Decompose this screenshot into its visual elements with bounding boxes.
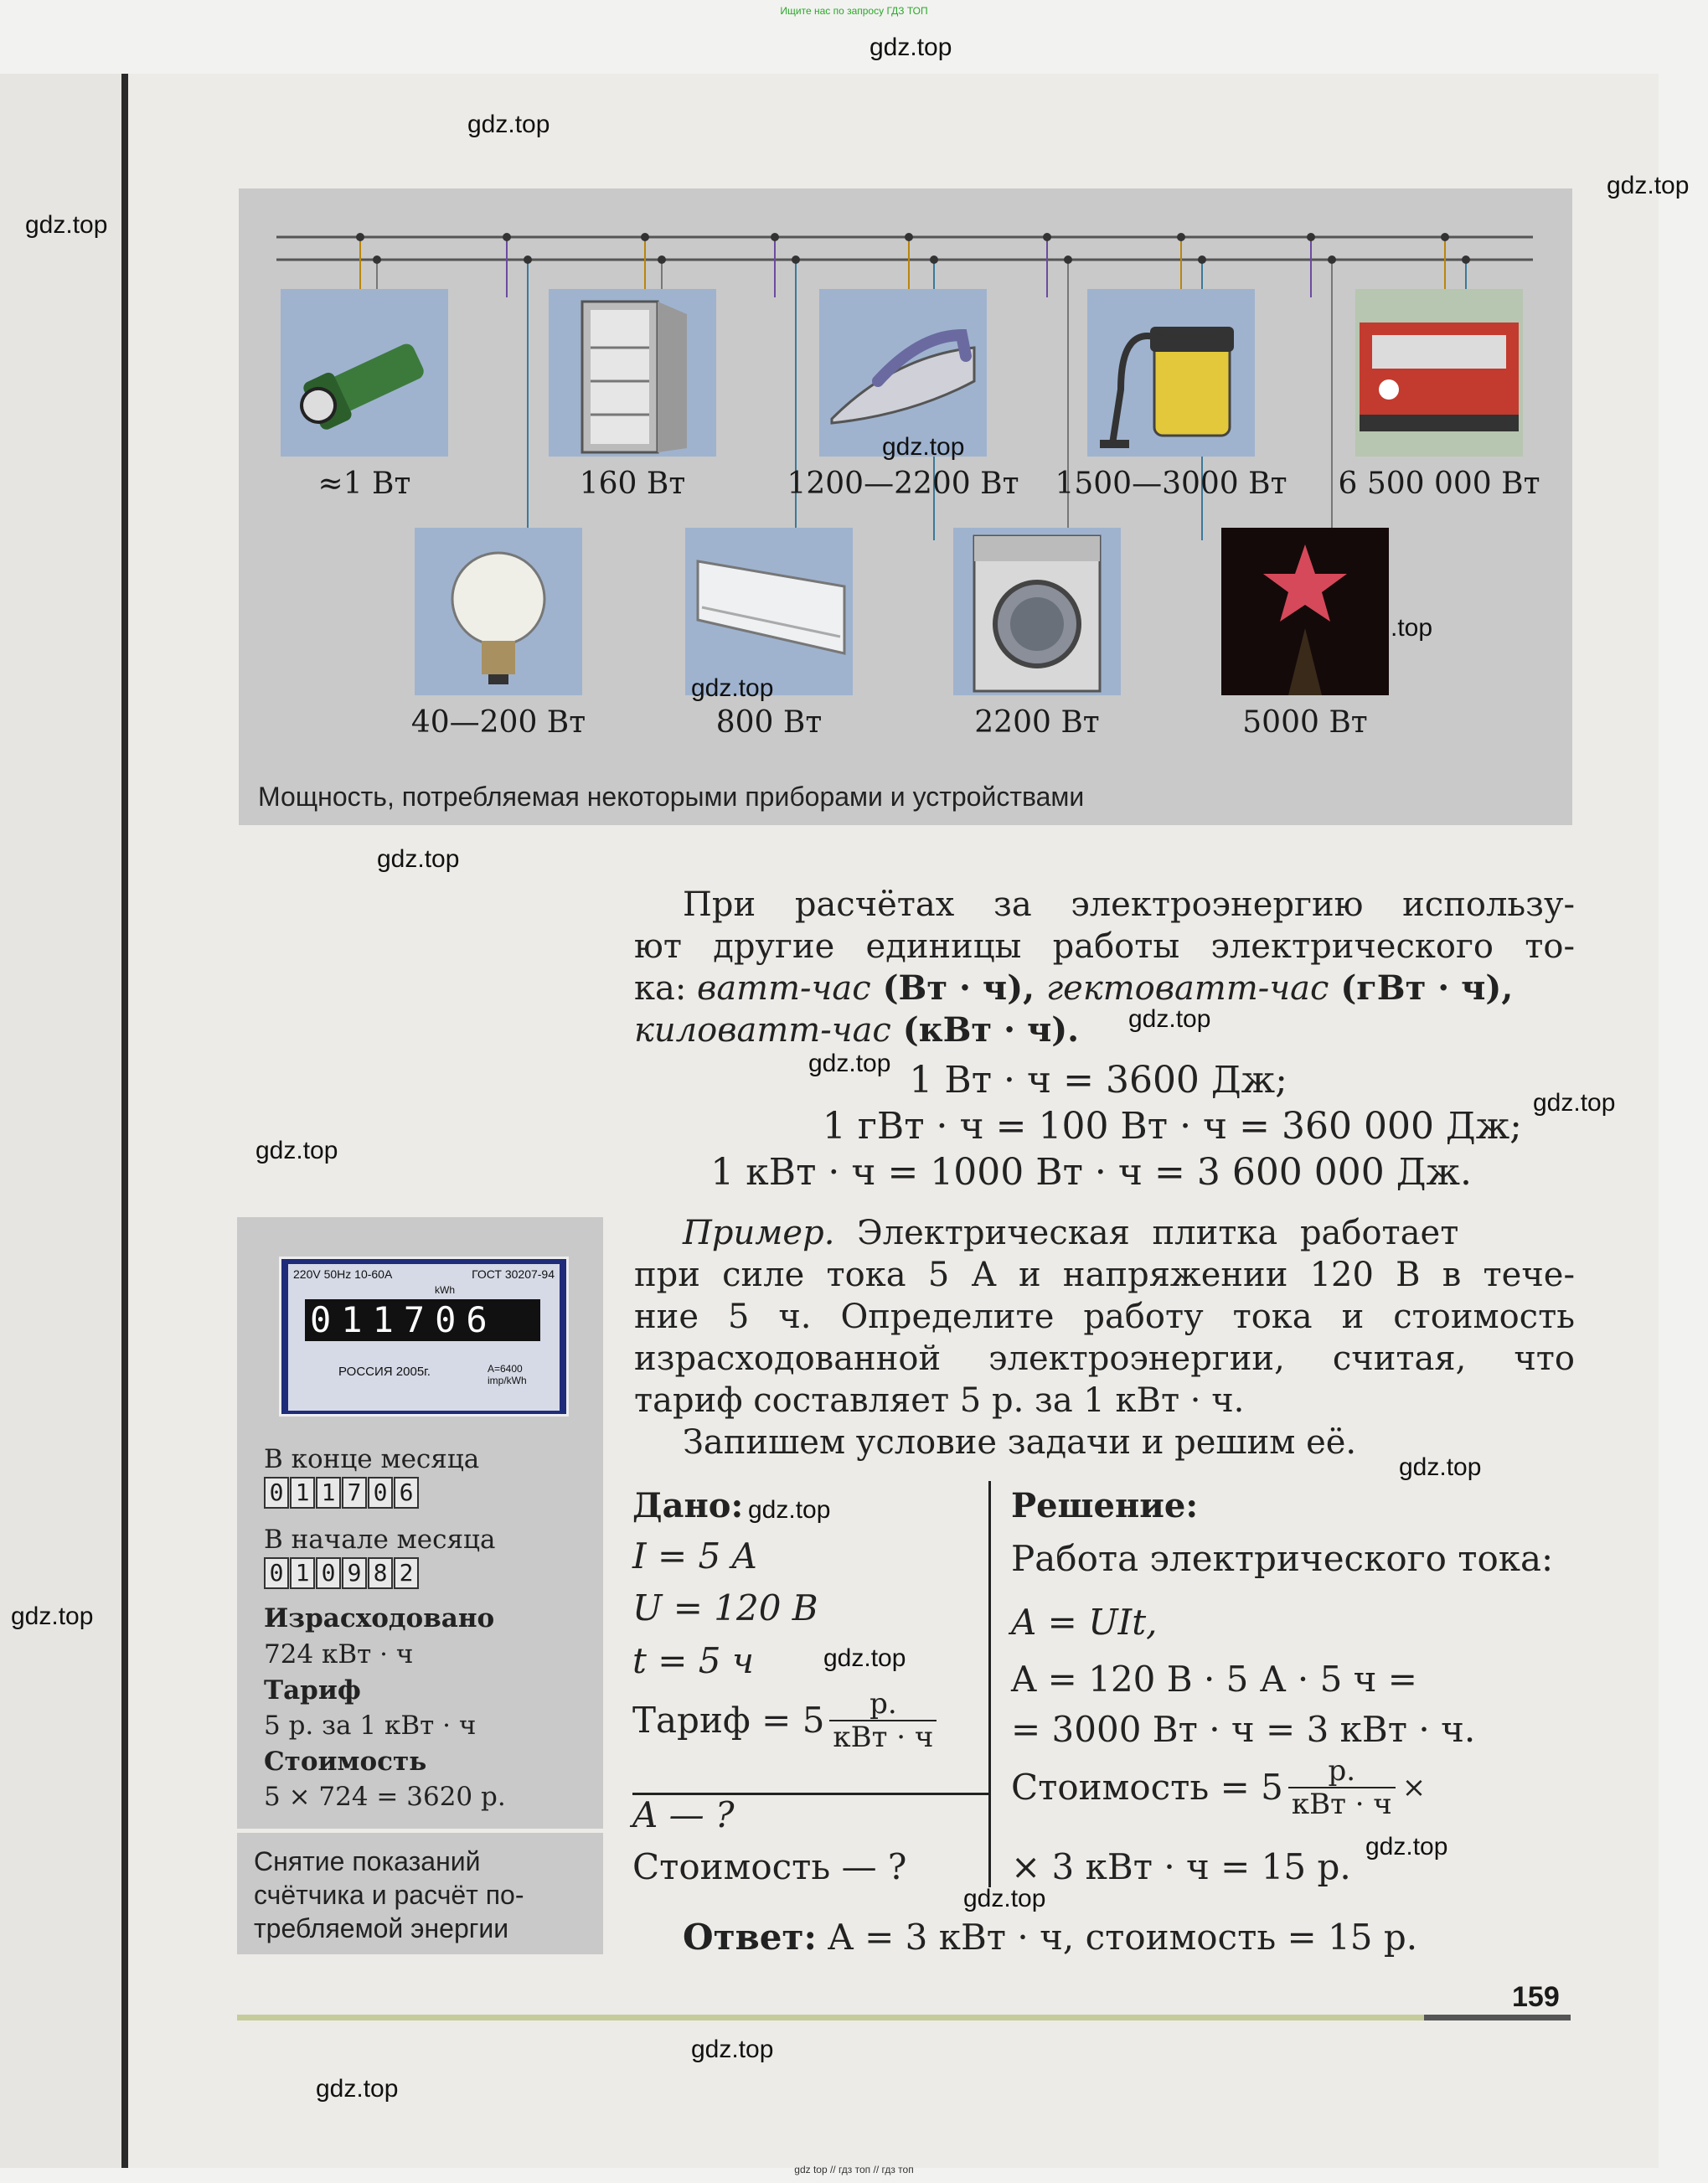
kremlin-star-image (1221, 528, 1389, 695)
watermark-partial: .top (1391, 614, 1433, 642)
watermark: gdz.top (11, 1602, 94, 1630)
vacuum-cleaner-image (1087, 289, 1255, 457)
refrigerator-image (549, 289, 716, 457)
used-label: Израсходовано (264, 1603, 495, 1633)
watermark: gdz.top (963, 1885, 1046, 1912)
light-bulb-image (415, 528, 582, 695)
site-note: Ищите нас по запросу ГДЗ ТОП (780, 5, 928, 17)
watermark: gdz.top (1365, 1833, 1448, 1860)
watermark: gdz.top (316, 2075, 399, 2103)
watermark: gdz.top (467, 111, 550, 138)
watermark: gdz.top (1533, 1089, 1616, 1117)
solution-line-3: A = 120 В · 5 А · 5 ч = (1011, 1659, 1417, 1700)
meter-unit: kWh (435, 1284, 455, 1296)
example-line-1: Пример. Электрическая плитка работает (683, 1214, 1459, 1252)
bottom-note: gdz top // гдз топ // гдз топ (794, 2164, 914, 2175)
meter-country: РОССИЯ 2005г. (338, 1365, 431, 1379)
question-work: A — ? (632, 1794, 735, 1835)
page-spine (121, 74, 128, 2168)
solution-title: Решение: (1011, 1486, 1199, 1525)
digit: 1 (290, 1477, 315, 1509)
digit: 0 (264, 1477, 289, 1509)
intro-line-2: ют другие единицы работы электрического то- (634, 927, 1575, 966)
footer-rule (237, 2015, 1569, 2020)
watermark: gdz.top (823, 1644, 906, 1672)
digit: 8 (368, 1557, 393, 1589)
locomotive-power: 6 500 000 Вт (1338, 467, 1540, 501)
equation-1: 1 Вт · ч = 3600 Дж; (909, 1059, 1287, 1102)
digit: 1 (316, 1477, 341, 1509)
intro-line-1: При расчётах за электроэнергию использу- (683, 885, 1575, 924)
meter-spec-left: 220V 50Hz 10-60A (293, 1267, 393, 1281)
solution-line-6: × 3 кВт · ч = 15 р. (1011, 1846, 1351, 1887)
watermark: gdz.top (748, 1496, 831, 1524)
meter-spec-right: ГОСТ 30207-94 (472, 1267, 555, 1281)
solution-formula: A = UIt, (1011, 1602, 1158, 1643)
digit: 0 (368, 1477, 393, 1509)
watermark: gdz.top (1128, 1005, 1211, 1033)
iron-power: 1200—2200 Вт (787, 467, 1019, 501)
given-tariff: Тариф = 5 $\frac{р.}{\text{кВт · ч}}$ (632, 1688, 937, 1753)
air-conditioner-power: 800 Вт (715, 705, 823, 740)
page-number: 159 (1512, 1981, 1560, 2013)
example-line-6: Запишем условие задачи и решим её. (683, 1423, 1357, 1462)
footer-rule-dark (1424, 2015, 1571, 2020)
watermark: gdz.top (1399, 1453, 1482, 1481)
given-voltage: U = 120 В (632, 1587, 818, 1628)
tariff-label: Тариф (264, 1675, 361, 1706)
given-tariff-fraction: $\frac{р.}{\text{кВт · ч}}$ (829, 1688, 937, 1753)
digit: 7 (342, 1477, 367, 1509)
given-current: I = 5 A (632, 1535, 757, 1577)
solution-cost: Стоимость = 5 $\frac{р.}{\text{кВт · ч}}$ × (1011, 1754, 1427, 1821)
electricity-meter (279, 1257, 569, 1417)
figure-caption: Мощность, потребляемая некоторыми приборами и устройствами (258, 782, 1085, 812)
washing-machine-image (953, 528, 1121, 695)
cost-label: Стоимость (264, 1747, 427, 1777)
digit: 2 (394, 1557, 419, 1589)
end-of-month-label: В конце месяца (264, 1444, 480, 1474)
locomotive-image (1355, 289, 1523, 457)
vacuum-cleaner-power: 1500—3000 Вт (1055, 467, 1287, 501)
air-conditioner-image (685, 528, 853, 695)
refrigerator-power: 160 Вт (579, 467, 686, 501)
meter-reading: 011706 (305, 1299, 540, 1341)
example-line-3: ние 5 ч. Определите работу тока и стоимость (634, 1298, 1575, 1336)
equation-2: 1 гВт · ч = 100 Вт · ч = 360 000 Дж; (822, 1105, 1522, 1148)
watermark: gdz.top (691, 2036, 774, 2063)
watermark: gdz.top (808, 1050, 891, 1077)
intro-line-3: ка: ватт-час (Вт · ч), гектоватт-час (гВт · ч), (634, 968, 1514, 1008)
given-solution-divider (988, 1481, 991, 1887)
start-of-month-digits (264, 1557, 420, 1589)
watermark: gdz.top (882, 433, 965, 461)
flashlight-image (281, 289, 448, 457)
watermark: gdz.top (25, 211, 108, 239)
start-of-month-label: В начале месяца (264, 1525, 496, 1555)
kremlin-star-power: 5000 Вт (1242, 705, 1368, 740)
watermark: gdz.top (377, 845, 460, 873)
example-line-2: при силе тока 5 А и напряжении 120 В в тече- (634, 1256, 1575, 1294)
watermark: gdz.top (691, 674, 774, 702)
intro-line-4: киловатт-час (кВт · ч). (634, 1010, 1080, 1050)
example-line-5: тариф составляет 5 р. за 1 кВт · ч. (634, 1381, 1245, 1420)
adjacent-page-edge (0, 74, 121, 2168)
digit: 0 (264, 1557, 289, 1589)
digit: 6 (394, 1477, 419, 1509)
equation-3: 1 кВт · ч = 1000 Вт · ч = 3 600 000 Дж. (710, 1151, 1472, 1194)
tariff-value: 5 р. за 1 кВт · ч (264, 1711, 477, 1741)
solution-line-4: = 3000 Вт · ч = 3 кВт · ч. (1011, 1709, 1476, 1750)
solution-line-1: Работа электрического тока: (1011, 1538, 1554, 1579)
meter-const: A=6400 imp/kWh (488, 1363, 527, 1386)
given-title: Дано: (632, 1486, 744, 1525)
sidebar-caption: Снятие показаний счётчика и расчёт по- требляемой энергии (254, 1846, 524, 1943)
question-cost: Стоимость — ? (632, 1846, 907, 1887)
watermark: gdz.top (255, 1137, 338, 1164)
sidebar-divider (237, 1829, 603, 1833)
example-line-4: израсходованной электроэнергии, считая, что (634, 1339, 1575, 1378)
cost-value: 5 × 724 = 3620 р. (264, 1782, 506, 1812)
solution-cost-fraction: $\frac{р.}{\text{кВт · ч}}$ (1288, 1755, 1396, 1820)
given-time: t = 5 ч (632, 1640, 754, 1681)
digit: 0 (316, 1557, 341, 1589)
used-value: 724 кВт · ч (264, 1639, 414, 1670)
watermark: gdz.top (869, 34, 952, 61)
watermark: gdz.top (1607, 172, 1690, 199)
iron-image (819, 289, 987, 457)
flashlight-power: ≈1 Вт (317, 467, 411, 501)
digit: 1 (290, 1557, 315, 1589)
light-bulb-power: 40—200 Вт (410, 705, 586, 740)
end-of-month-digits (264, 1477, 420, 1509)
answer-line: Ответ: A = 3 кВт · ч, стоимость = 15 р. (683, 1917, 1418, 1958)
digit: 9 (342, 1557, 367, 1589)
washing-machine-power: 2200 Вт (974, 705, 1100, 740)
